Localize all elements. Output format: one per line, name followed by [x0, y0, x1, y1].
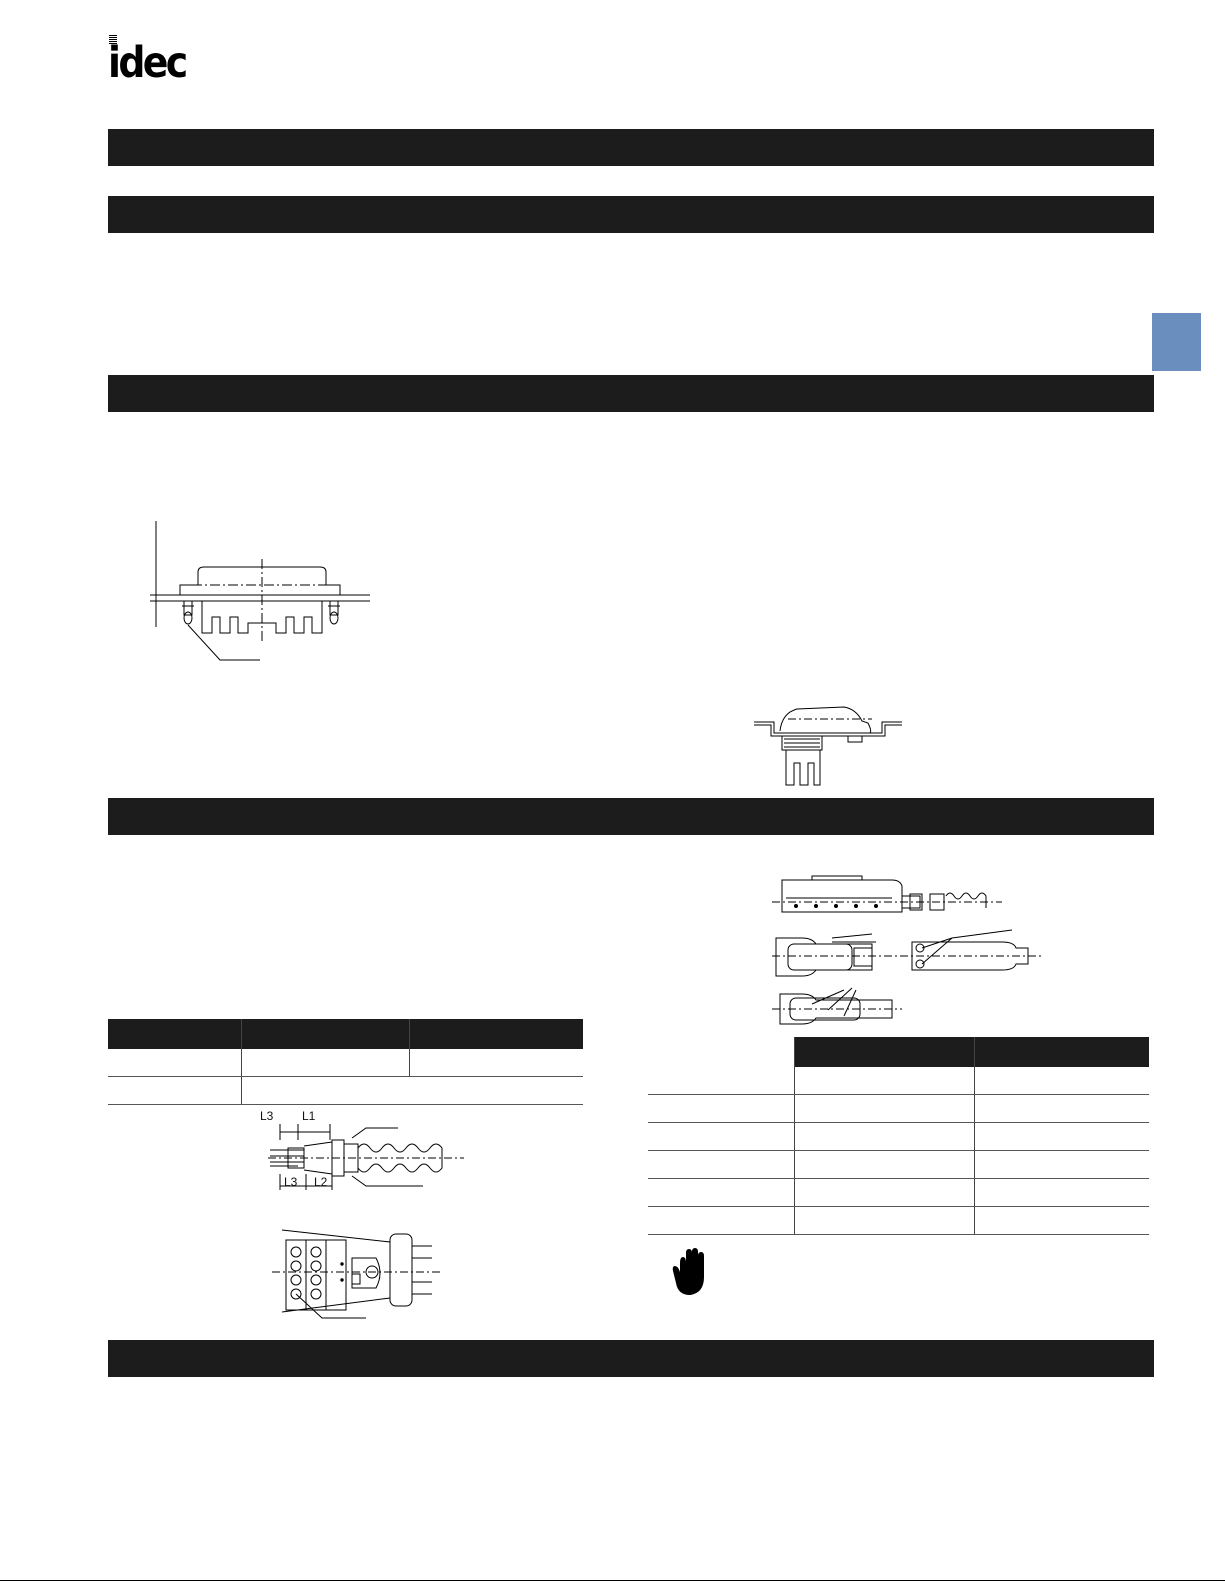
hand-stop-icon: [672, 1247, 708, 1297]
table-cell: [795, 1123, 975, 1151]
section-header-bar-3: [108, 375, 1154, 412]
table-cell: [795, 1207, 975, 1235]
table-cell: [975, 1123, 1150, 1151]
table-cell: [648, 1067, 795, 1095]
table-cell: [410, 1049, 584, 1077]
table-header-cell: [242, 1019, 410, 1049]
table-cell: [108, 1049, 242, 1077]
table-cell: [795, 1067, 975, 1095]
table-header-cell: [975, 1037, 1150, 1067]
section-header-bar-5: [108, 1340, 1154, 1377]
specification-table-right: [648, 1037, 1149, 1235]
table-cell: [648, 1207, 795, 1235]
table-cell: [648, 1095, 795, 1123]
dimension-label-l2: L2: [314, 1175, 328, 1189]
recessed-mounting-diagram: [752, 703, 904, 793]
table-row: [108, 1077, 583, 1105]
table-cell: [648, 1179, 795, 1207]
table-cell: [975, 1151, 1150, 1179]
table-cell: [648, 1123, 795, 1151]
logo-text: idec: [108, 38, 186, 88]
table-cell: [975, 1207, 1150, 1235]
section-header-bar-1: [108, 129, 1154, 166]
table-cell: [795, 1095, 975, 1123]
section-header-bar-2: [108, 196, 1154, 233]
chapter-side-tab: [1152, 313, 1201, 371]
table-header-row: [648, 1037, 1149, 1067]
dimension-label-l3-top: L3: [260, 1109, 274, 1123]
table-header-row: [108, 1019, 583, 1049]
table-cell: [242, 1077, 584, 1105]
table-header-cell: [410, 1019, 584, 1049]
table-cell: [648, 1151, 795, 1179]
page-bottom-rule: [0, 1580, 1225, 1581]
specification-table-left: [108, 1019, 583, 1105]
table-header-cell: [795, 1037, 975, 1067]
table-row: [648, 1151, 1149, 1179]
dimension-label-l1: L1: [302, 1109, 316, 1123]
terminal-block-diagram: [272, 1228, 444, 1324]
table-cell: [795, 1179, 975, 1207]
panel-mounting-diagram: [140, 515, 380, 670]
cable-stripping-diagram: [268, 1116, 468, 1194]
table-row: [648, 1067, 1149, 1095]
table-row: [108, 1049, 583, 1077]
table-header-cell: [108, 1019, 242, 1049]
table-cell: [975, 1179, 1150, 1207]
table-cell: [242, 1049, 410, 1077]
dimension-label-l3-bottom: L3: [284, 1175, 298, 1189]
table-header-cell-empty: [648, 1037, 795, 1067]
table-cell: [975, 1067, 1150, 1095]
table-cell: [795, 1151, 975, 1179]
table-row: [648, 1123, 1149, 1151]
table-row: [648, 1207, 1149, 1235]
table-cell: [108, 1077, 242, 1105]
idec-logo: [108, 35, 186, 88]
table-cell: [975, 1095, 1150, 1123]
pendant-exploded-diagram: [772, 872, 1052, 1032]
section-header-bar-4: [108, 798, 1154, 835]
table-row: [648, 1179, 1149, 1207]
table-row: [648, 1095, 1149, 1123]
